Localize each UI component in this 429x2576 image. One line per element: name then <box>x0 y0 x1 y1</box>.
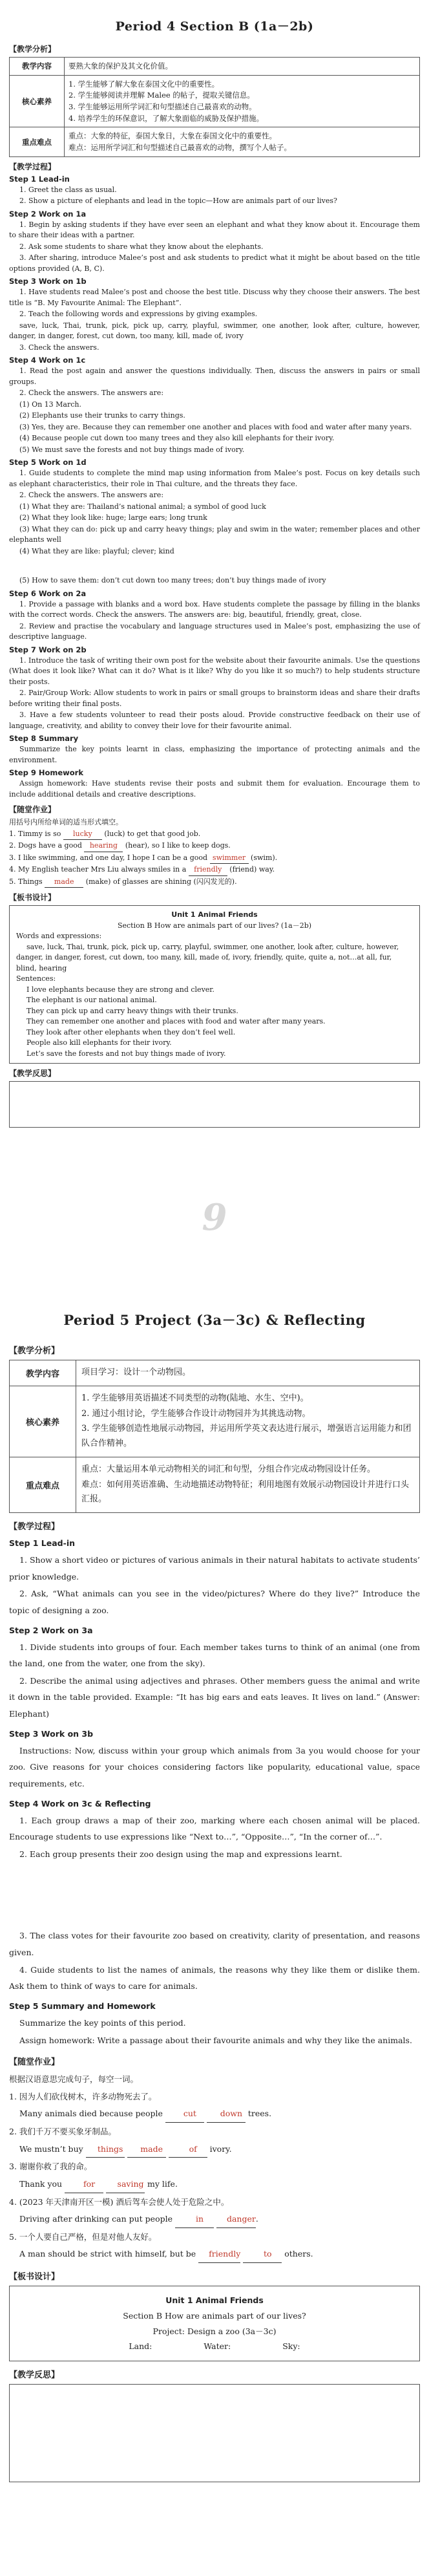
step-paragraph: 3. The class votes for their favourite zoo based on creativity, clarity of presentation, and reasons given. <box>9 1931 420 1957</box>
step-paragraph: Summarize the key points of this period. <box>19 2017 186 2028</box>
section-heading-practice: 【随堂作业】 <box>9 2057 60 2068</box>
row-label: 核心素养 <box>10 75 65 127</box>
board-sentence: They can pick up and carry heavy things with their trunks. <box>26 1006 238 1015</box>
step-paragraph: 1. Divide students into groups of four. Each member takes turns to think of an animal (one from the land, one from the water, one from the sky). <box>9 1642 420 1669</box>
step-paragraph: 1. Each group draws a map of their zoo, marking where each chosen animal will be placed. Encourage students to use expressions like “Next to…”, “Opposite…”, “In the corner of…”. <box>9 1815 420 1842</box>
step-heading: Step 2 Work on 1a <box>9 209 87 219</box>
row-text: 4. 培养学生的环保意识，了解大象面临的威胁及保护措施。 <box>68 113 264 123</box>
practice-item: 1. Timmy is so lucky (luck) to get that good job. <box>9 829 420 841</box>
board-categories <box>19 2339 410 2354</box>
step-paragraph: 2. Check the answers. The answers are: <box>19 491 164 500</box>
step-paragraph: (1) On 13 March. <box>19 400 81 409</box>
page-number: 9 <box>202 1196 227 1239</box>
board-words: save, luck, Thai, trunk, pick, pick up, carry, playful, swimmer, one another, look after, culture, however, danger, in danger, forest, cut down, too many, kill, made of, ivory, friendly, quite, quite a, not…at all, fur, blind, hearing <box>16 942 399 972</box>
step-paragraph: Assign homework: Write a passage about their favourite animals and why they like the animals. <box>19 2035 412 2045</box>
board-sentence: People also kill elephants for their ivory. <box>26 1038 172 1047</box>
section-heading-reflection: 【教学反思】 <box>9 2370 60 2380</box>
section-heading-analysis: 【教学分析】 <box>9 1346 60 1356</box>
step-paragraph: (3) Yes, they are. Because they can remember one another and places with food and water after many years. <box>19 422 412 431</box>
step-paragraph: 3. Have a few students volunteer to read their posts aloud. Provide constructive feedback on their use of language, creativity, and ability to convey their love for their favourite animal. <box>9 711 420 730</box>
row-text: 3. 学生能够创造性地展示动物园，并运用所学英文表达进行展示，增强语言运用能力和团队合作精神。 <box>81 1424 412 1448</box>
step-heading: Step 1 Lead-in <box>9 1538 76 1548</box>
answer-blank: in <box>175 2211 214 2228</box>
step-paragraph: 1. Begin by asking students if they have ever seen an elephant and what they know about it. Encourage them to share their ideas with a partner. <box>9 220 420 240</box>
board-sky-label: Sky: <box>282 2341 300 2352</box>
practice-item: 3. I like swimming, and one day, I hope I can be a good swimmer (swim). <box>9 853 420 864</box>
section-heading-process: 【教学过程】 <box>9 162 56 171</box>
table-row <box>10 1386 420 1457</box>
board-unit: Unit 1 Animal Friends <box>171 910 258 919</box>
board-sentence: The elephant is our national animal. <box>26 996 157 1005</box>
answer-blank: to <box>243 2246 282 2263</box>
step-heading: Step 5 Work on 1d <box>9 458 87 467</box>
section-heading-board: 【板书设计】 <box>9 893 56 903</box>
board-words-label: Words and expressions: <box>16 932 102 941</box>
row-text: 要熟大象的保护及其文化价值。 <box>68 61 173 70</box>
board-project: Project: Design a zoo (3a－3c) <box>152 2326 277 2336</box>
section-heading-practice: 【随堂作业】 <box>9 805 56 815</box>
section-heading-process: 【教学过程】 <box>9 1522 60 1532</box>
step-heading: Step 3 Work on 1b <box>9 277 87 286</box>
step-heading: Step 2 Work on 3a <box>9 1625 93 1635</box>
step-paragraph: 2. Check the answers. The answers are: <box>19 389 164 398</box>
step-paragraph: 1. Introduce the task of writing their own post for the website about their favourite animals. Use the questions (What does it look like? What can it do? What is it like? Why do you like it so much?) to help students structure their posts. <box>9 656 420 686</box>
row-label: 教学内容 <box>10 1360 76 1386</box>
board-sentences-label: Sentences: <box>16 974 56 983</box>
practice-chinese: 5. 一个人要自己严格，但是对他人友好。 <box>9 2231 157 2242</box>
practice-item: Thank you for saving my life. <box>9 2176 420 2193</box>
board-land-label: Land: <box>129 2341 152 2352</box>
row-text: 项目学习：设计一个动物园。 <box>81 1368 191 1377</box>
table-row <box>10 1457 420 1512</box>
step-paragraph: (5) How to save them: don’t cut down too many trees; don’t buy things made of ivory <box>19 576 326 585</box>
practice-instruction: 用括号内所给单词的适当形式填空。 <box>9 818 123 827</box>
practice-item: 4. My English teacher Mrs Liu always smiles in a friendly (friend) way. <box>9 864 420 876</box>
answer-blank: lucky <box>63 829 102 841</box>
section-heading-analysis: 【教学分析】 <box>9 45 56 54</box>
analysis-table <box>9 1360 420 1513</box>
step-paragraph: 2. Each group presents their zoo design using the map and expressions learnt. <box>19 1849 342 1859</box>
answer-blank: made <box>127 2141 166 2158</box>
board-unit: Unit 1 Animal Friends <box>165 2295 264 2305</box>
row-text: 难点：如何用英语准确、生动地描述动物特征；利用地图有效展示动物园设计并进行口头汇报。 <box>81 1479 410 1505</box>
step-paragraph: (2) What they look like: huge; large ears; long trunk <box>19 513 207 522</box>
answer-blank: saving <box>106 2176 145 2193</box>
practice-item: A man should be strict with himself, but be friendly to others. <box>9 2246 420 2263</box>
step-paragraph: 2. Review and practise the vocabulary and language structures used in Malee’s post, emphasizing the use of descriptive language. <box>9 621 420 641</box>
board-sentence: They can remember one another and places with food and water after many years. <box>26 1017 326 1026</box>
row-text: 1. 学生能够了解大象在泰国文化中的重要性。 <box>68 79 220 89</box>
step-paragraph: 1. Provide a passage with blanks and a word box. Have students complete the passage by filling in the blanks with the correct words. Check the answers. The answers are: big, beautiful, friendly, great, close. <box>9 599 420 619</box>
page-title: Period 5 Project (3a－3c) & Reflecting <box>63 1312 366 1328</box>
step-paragraph: 4. Guide students to list the names of animals, the reasons why they like them or dislike them. Ask them to think of ways to care for animals. <box>9 1964 420 1991</box>
board-section: Section B How are animals part of our lives? <box>123 2310 306 2321</box>
board-sentence: Let’s save the forests and not buy things made of ivory. <box>26 1049 226 1058</box>
step-heading: Step 3 Work on 3b <box>9 1728 94 1739</box>
answer-blank: down <box>207 2105 246 2123</box>
row-text: 3. 学生能够运用所学词汇和句型描述自己最喜欢的动物。 <box>68 102 256 112</box>
step-paragraph: Summarize the key points learnt in class, emphasizing the importance of protecting animals and the environment. <box>9 745 420 764</box>
step-heading: Step 4 Work on 3c & Reflecting <box>9 1798 151 1809</box>
map-space <box>9 1863 420 1927</box>
row-label: 重点难点 <box>10 1457 76 1512</box>
table-row <box>10 58 420 76</box>
board-sentence: They look after other elephants when they don’t feel well. <box>26 1027 236 1036</box>
step-paragraph: 2. Ask some students to share what they know about the elephants. <box>19 242 264 251</box>
table-row <box>10 75 420 127</box>
step-paragraph: (5) We must save the forests and not buy things made of ivory. <box>19 445 245 454</box>
practice-chinese: 4. (2023 年天津南开区一模) 酒后驾车会使人处于危险之中。 <box>9 2196 229 2207</box>
practice-item: We mustn’t buy things made of ivory. <box>9 2141 420 2158</box>
practice-item: 2. Dogs have a good hearing (hear), so I like to keep dogs. <box>9 841 420 852</box>
step-paragraph: Assign homework: Have students revise their posts and submit them for evaluation. Encourage them to include additional details and creative descriptions. <box>9 779 420 799</box>
step-heading: Step 6 Work on 2a <box>9 588 87 598</box>
answer-blank: friendly <box>189 864 227 876</box>
answer-blank: swimmer <box>210 853 249 864</box>
step-paragraph: 2. Teach the following words and expressions by giving examples. <box>19 310 258 319</box>
page-title: Period 4 Section B (1a－2b) <box>115 19 314 34</box>
practice-chinese: 2. 我们千万不要买象牙制品。 <box>9 2127 116 2136</box>
table-row <box>10 1360 420 1386</box>
step-paragraph: 1. Show a short video or pictures of various animals in their natural habitats to activate students’ prior knowledge. <box>9 1555 420 1582</box>
step-paragraph: 2. Describe the animal using adjectives and phrases. Other members guess the animal and write it down in the table provided. Example: “It has big ears and eats leaves. It lives on land.” (Answer: Elephant) <box>9 1675 420 1719</box>
step-paragraph: Instructions: Now, discuss within your group which animals from 3a you would choose for your zoo. Give reasons for your choices considering factors like popularity, educational value, space requirements, etc. <box>9 1745 420 1788</box>
board-design <box>9 2286 420 2361</box>
answer-blank: cut <box>165 2105 204 2123</box>
row-text: 2. 通过小组讨论，学生能够合作设计动物园并为其挑选动物。 <box>81 1408 311 1419</box>
answer-blank: hearing <box>84 841 123 852</box>
section-heading-reflection: 【教学反思】 <box>9 1069 56 1079</box>
answer-blank: danger <box>216 2211 256 2228</box>
step-heading: Step 5 Summary and Homework <box>9 2001 156 2011</box>
row-label: 核心素养 <box>10 1386 76 1457</box>
step-heading: Step 8 Summary <box>9 734 79 744</box>
answer-blank: made <box>45 877 83 888</box>
section-heading-board: 【板书设计】 <box>9 2272 60 2282</box>
row-text: 2. 学生能够阅读并理解 Malee 的帖子，提取关键信息。 <box>68 91 255 100</box>
step-paragraph: (4) What they are like: playful; clever; kind <box>19 546 174 555</box>
step-paragraph: 3. Check the answers. <box>19 343 99 352</box>
step-paragraph: 2. Pair/Group Work: Allow students to work in pairs or small groups to brainstorm ideas and share their drafts before writing their final posts. <box>9 689 420 708</box>
practice-chinese: 3. 谢谢你救了我的命。 <box>9 2162 92 2172</box>
step-paragraph: 1. Guide students to complete the mind map using information from Malee’s post. Focus on key details such as elephant characteristics, their role in Thai culture, and the threats they face. <box>9 469 420 488</box>
practice-item: Driving after drinking can put people in danger. <box>9 2211 420 2228</box>
step-paragraph: 2. Show a picture of elephants and lead in the topic—How are animals part of our lives? <box>19 197 337 206</box>
row-text: 难点：运用所学词汇和句型描述自己最喜欢的动物，撰写个人帖子。 <box>68 143 291 153</box>
practice-chinese: 1. 因为人们砍伐树木，许多动物死去了。 <box>9 2091 157 2101</box>
step-heading: Step 1 Lead-in <box>9 174 70 184</box>
step-paragraph: (2) Elephants use their trunks to carry things. <box>19 411 185 420</box>
practice-instruction: 根据汉语意思完成句子，每空一词。 <box>9 2074 139 2085</box>
table-row <box>10 127 420 156</box>
step-paragraph: save, luck, Thai, trunk, pick, pick up, carry, playful, swimmer, one another, look after, culture, however, danger, in danger, forest, cut down, too many, kill, made of, ivory <box>9 321 420 341</box>
board-section: Section B How are animals part of our lives? (1a－2b) <box>117 921 312 930</box>
board-sentence: I love elephants because they are strong and clever. <box>26 985 214 994</box>
board-design <box>9 905 420 1064</box>
answer-blank: friendly <box>198 2246 240 2263</box>
step-paragraph: 1. Greet the class as usual. <box>19 185 117 194</box>
row-text: 1. 学生能够用英语描述不同类型的动物(陆地、水生、空中)。 <box>81 1393 309 1403</box>
row-text: 重点：大象的特征，泰国大象日，大象在泰国文化中的重要性。 <box>68 131 277 141</box>
practice-item: 5. Things made (make) of glasses are shining (闪闪发光的). <box>9 877 420 888</box>
page-period-5 <box>0 1288 429 2576</box>
step-paragraph: 2. Ask, “What animals can you see in the video/pictures? Where do they live?” Introduce the topic of designing a zoo. <box>9 1589 420 1615</box>
answer-blank: things <box>86 2141 125 2158</box>
board-water-label: Water: <box>204 2341 231 2352</box>
practice-item: Many animals died because people cut down trees. <box>9 2105 420 2123</box>
step-paragraph: (3) What they can do: pick up and carry heavy things; play and swim in the water; remember places and other elephants well <box>9 524 420 544</box>
step-paragraph: 3. After sharing, introduce Malee’s post and ask students to predict what it might be about based on the title options provided (A, B, C). <box>9 253 420 273</box>
answer-blank: for <box>65 2176 103 2193</box>
mind-map-space <box>9 557 420 575</box>
step-paragraph: 1. Have students read Malee’s post and choose the best title. Discuss why they choose their answers. The best title is “B. My Favourite Animal: The Elephant”. <box>9 288 420 307</box>
answer-blank: of <box>169 2141 207 2158</box>
step-heading: Step 9 Homework <box>9 768 83 778</box>
step-paragraph: 1. Read the post again and answer the questions individually. Then, discuss the answers in pairs or small groups. <box>9 367 420 386</box>
row-text: 重点：大量运用本单元动物相关的词汇和句型，分组合作完成动物园设计任务。 <box>81 1464 376 1474</box>
step-heading: Step 4 Work on 1c <box>9 356 86 365</box>
step-paragraph: (4) Because people cut down too many trees and they also kill elephants for their ivory. <box>19 434 335 443</box>
row-label: 重点难点 <box>10 127 65 156</box>
step-heading: Step 7 Work on 2b <box>9 645 87 654</box>
step-paragraph: (1) What they are: Thailand’s national animal; a symbol of good luck <box>19 502 266 511</box>
row-label: 教学内容 <box>10 58 65 76</box>
reflection-box <box>9 2384 420 2482</box>
reflection-box <box>9 1081 420 1128</box>
analysis-table <box>9 57 420 157</box>
